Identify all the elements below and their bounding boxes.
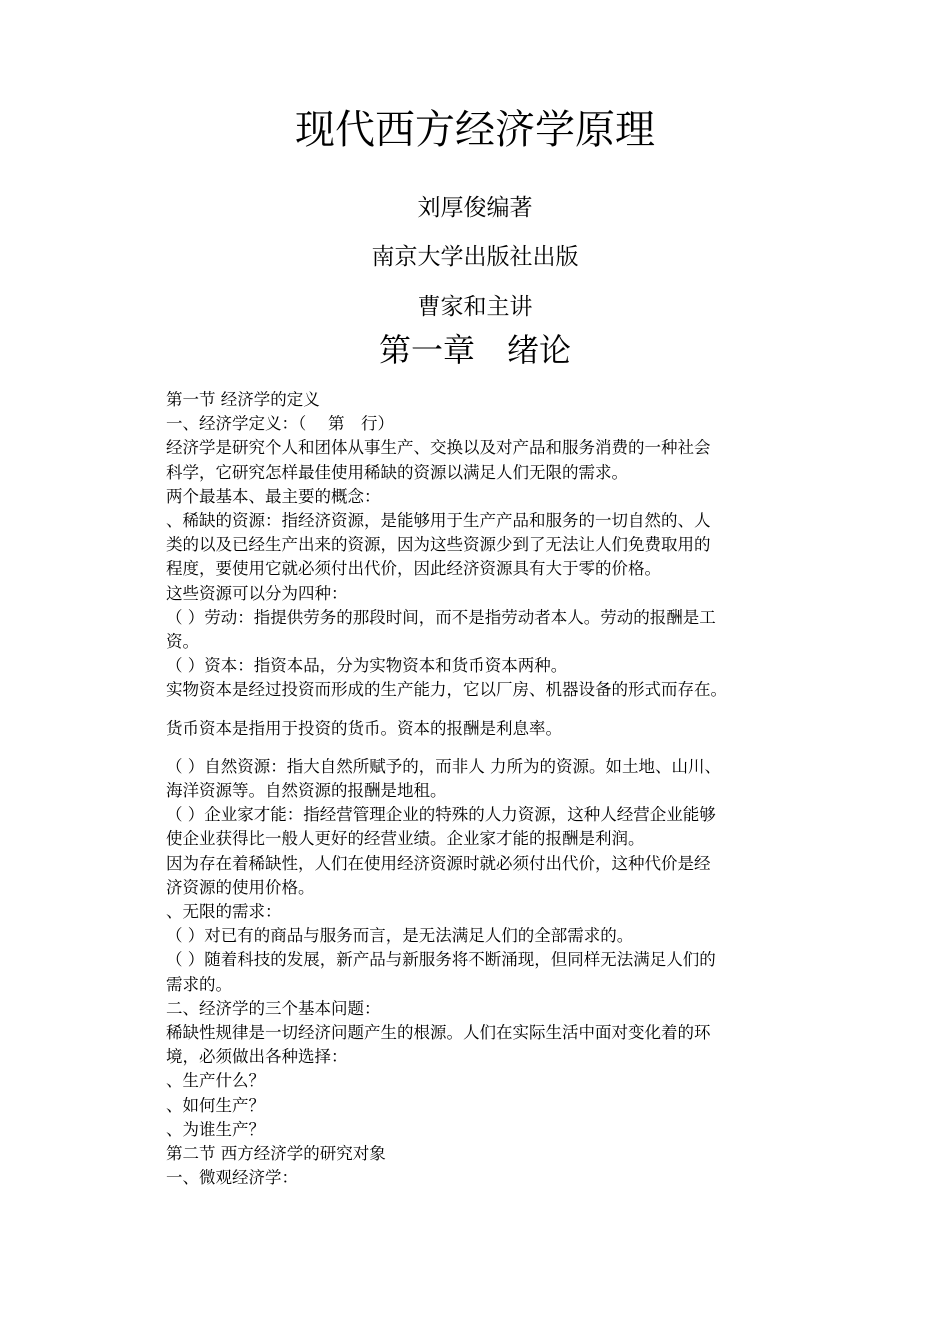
- paragraph-line: （ ）对已有的商品与服务而言，是无法满足人们的全部需求的。: [166, 926, 634, 946]
- section-heading: 第一节 经济学的定义: [166, 390, 320, 409]
- lecturer-line: 曹家和主讲: [417, 294, 533, 320]
- list-item: 、如何生产？: [166, 1095, 265, 1115]
- paragraph-line: （ ）资本：指资本品，分为实物资本和货币资本两种。: [166, 656, 568, 676]
- paragraph-line: 海洋资源等。自然资源的报酬是地租。: [166, 781, 447, 801]
- chapter-heading: 第一章 绪论: [378, 331, 571, 369]
- subsection-heading: 二、经济学的三个基本问题：: [166, 998, 381, 1018]
- publisher-line: 南京大学出版社出版: [371, 244, 579, 270]
- subsection-heading: 一、经济学定义：（ 第 行）: [166, 414, 394, 434]
- paragraph-line: 济资源的使用价格。: [166, 877, 315, 897]
- paragraph-line: 使企业获得比一般人更好的经营业绩。企业家才能的报酬是利润。: [166, 829, 645, 849]
- paragraph-line: 、无限的需求：: [166, 902, 282, 922]
- paragraph-line: （ ）自然资源：指大自然所赋予的，而非人 力所为的资源。如土地、山川、: [166, 756, 721, 776]
- paragraph-line: 经济学是研究个人和团体从事生产、交换以及对产品和服务消费的一种社会: [166, 438, 711, 458]
- paragraph-line: 两个最基本、最主要的概念：: [166, 486, 381, 506]
- author-line: 刘厚俊编著: [417, 195, 533, 221]
- paragraph-line: 程度，要使用它就必须付出代价，因此经济资源具有大于零的价格。: [166, 559, 661, 579]
- paragraph-line: 这些资源可以分为四种：: [166, 583, 348, 603]
- list-item: 、生产什么？: [166, 1071, 265, 1091]
- book-title: 现代西方经济学原理: [295, 107, 655, 153]
- paragraph-line: 、稀缺的资源：指经济资源，是能够用于生产产品和服务的一切自然的、人: [166, 511, 711, 531]
- paragraph-line: 资。: [166, 632, 199, 652]
- paragraph-line: 需求的。: [166, 974, 232, 994]
- list-item: 、为谁生产？: [166, 1119, 265, 1139]
- section-heading: 第二节 西方经济学的研究对象: [166, 1144, 386, 1164]
- body-text: [166, 388, 816, 1191]
- paragraph-line: 实物资本是经过投资而形成的生产能力，它以厂房、机器设备的形式而存在。: [166, 680, 727, 700]
- subsection-heading: 一、微观经济学：: [166, 1168, 298, 1188]
- paragraph-line: （ ）随着科技的发展，新产品与新服务将不断涌现，但同样无法满足人们的: [166, 950, 716, 970]
- paragraph-line: 因为存在着稀缺性，人们在使用经济资源时就必须付出代价，这种代价是经: [166, 853, 711, 873]
- paragraph-line: （ ）企业家才能：指经营管理企业的特殊的人力资源，这种人经营企业能够: [166, 805, 716, 825]
- paragraph-line: （ ）劳动：指提供劳务的那段时间，而不是指劳动者本人。劳动的报酬是工: [166, 607, 716, 627]
- paragraph-line: 类的以及已经生产出来的资源，因为这些资源少到了无法让人们免费取用的: [166, 535, 711, 555]
- paragraph-line: 境，必须做出各种选择：: [166, 1047, 348, 1067]
- paragraph-line: 货币资本是指用于投资的货币。资本的报酬是利息率。: [166, 718, 562, 738]
- paragraph-line: 稀缺性规律是一切经济问题产生的根源。人们在实际生活中面对变化着的环: [166, 1023, 711, 1043]
- paragraph-line: 科学，它研究怎样最佳使用稀缺的资源以满足人们无限的需求。: [166, 462, 628, 482]
